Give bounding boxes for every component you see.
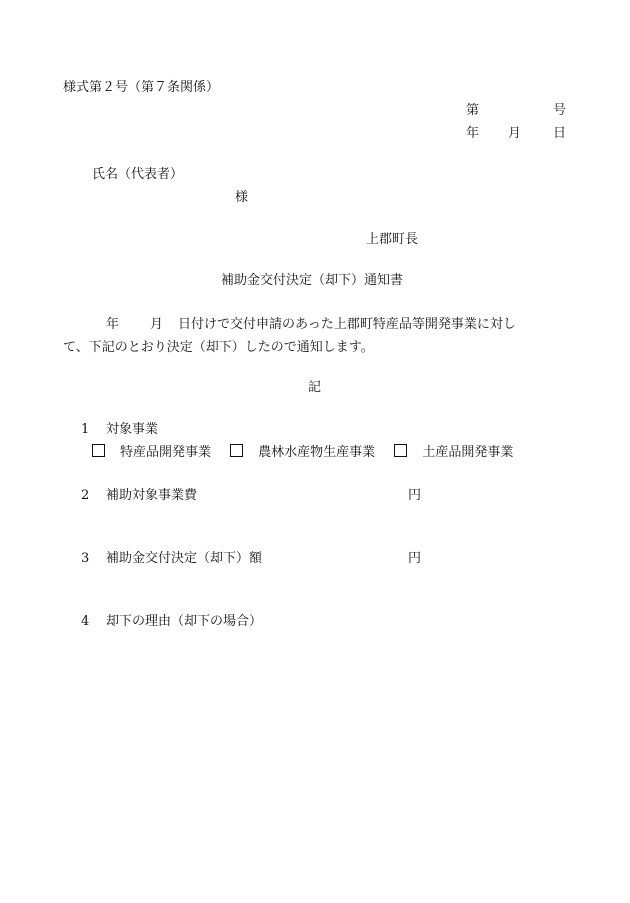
option-specialty-products[interactable] bbox=[92, 444, 226, 461]
number-prefix: 第 bbox=[466, 103, 480, 118]
body-year: 年 bbox=[106, 317, 120, 332]
document-title: 補助金交付決定（却下）通知書 bbox=[221, 273, 404, 288]
option-souvenir-products[interactable] bbox=[394, 444, 528, 461]
ki-heading: 記 bbox=[308, 380, 322, 395]
item-3-label: 補助金交付決定（却下）額 bbox=[106, 551, 263, 566]
item-1-label: 対象事業 bbox=[106, 422, 159, 437]
body-line-2: て、下記のとおり決定（却下）したので通知します。 bbox=[63, 340, 374, 355]
body-line-1-text: 日付けで交付申請のあった上郡町特産品等開発事業に対し bbox=[178, 317, 516, 332]
item-2-number: 2 bbox=[81, 488, 90, 503]
item-1-number: 1 bbox=[81, 422, 90, 437]
issuer: 上郡町長 bbox=[366, 232, 419, 247]
item-4-label: 却下の理由（却下の場合） bbox=[106, 614, 263, 629]
recipient-honorific: 様 bbox=[235, 190, 249, 205]
item-4-number: 4 bbox=[81, 614, 90, 629]
number-suffix: 号 bbox=[552, 103, 566, 118]
checkbox-icon[interactable] bbox=[394, 444, 407, 457]
option-agri-forestry-fishery[interactable] bbox=[230, 444, 390, 461]
recipient-name-label: 氏名（代表者） bbox=[92, 167, 184, 182]
target-project-options bbox=[92, 444, 528, 461]
date-month: 月 bbox=[508, 126, 522, 141]
item-2-unit: 円 bbox=[408, 488, 422, 503]
item-3-number: 3 bbox=[81, 551, 90, 566]
checkbox-icon[interactable] bbox=[230, 444, 243, 457]
form-number: 様式第２号（第７条関係） bbox=[63, 80, 220, 95]
date-day: 日 bbox=[552, 126, 566, 141]
item-3-unit: 円 bbox=[408, 551, 422, 566]
item-2-label: 補助対象事業費 bbox=[106, 488, 198, 503]
option-label: 特産品開発事業 bbox=[120, 445, 212, 460]
option-label: 農林水産物生産事業 bbox=[258, 445, 376, 460]
body-month: 月 bbox=[150, 317, 164, 332]
date-year: 年 bbox=[466, 126, 480, 141]
option-label: 土産品開発事業 bbox=[422, 445, 514, 460]
checkbox-icon[interactable] bbox=[92, 444, 105, 457]
